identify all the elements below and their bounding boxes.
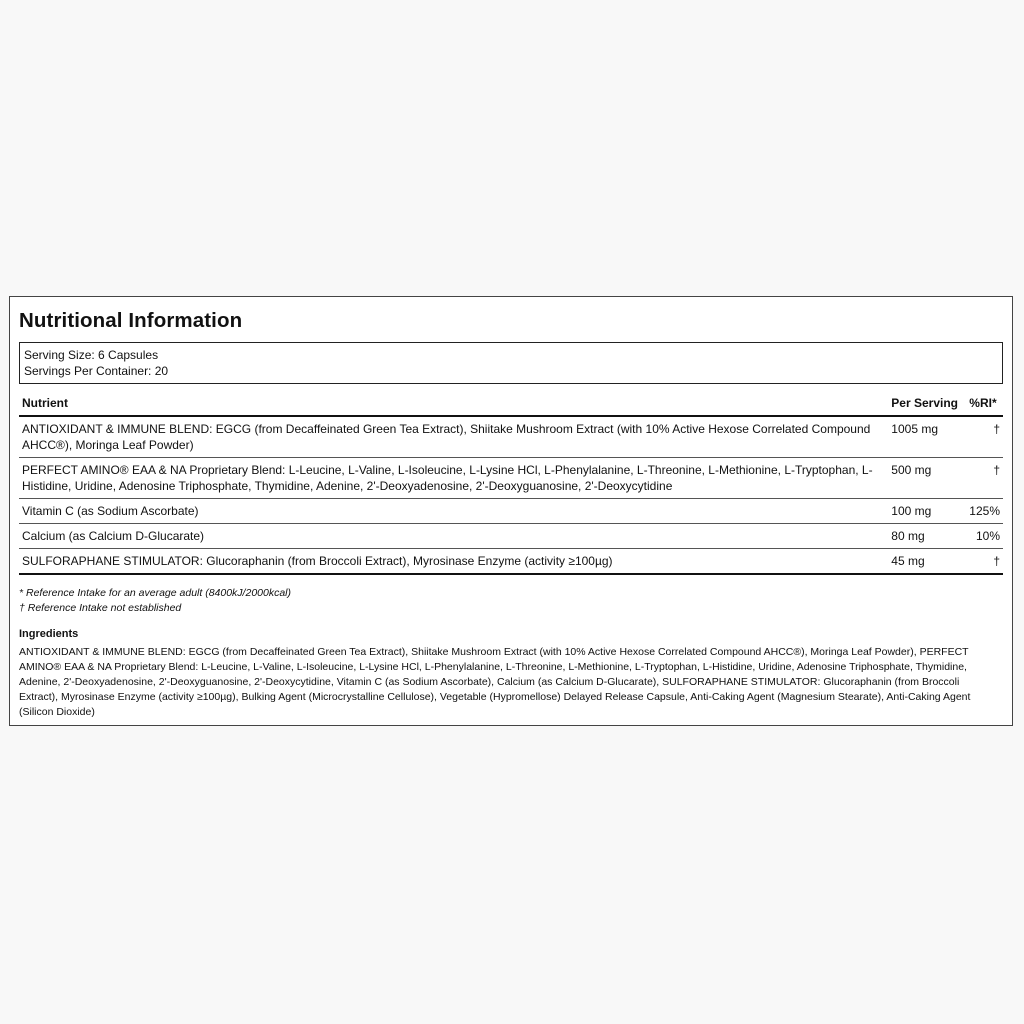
ri-cell: 10% xyxy=(966,524,1003,549)
nutrient-cell: PERFECT AMINO® EAA & NA Proprietary Blend: L-Leucine, L-Valine, L-Isoleucine, L-Lysine HCl, L-Phenylalanine, L-Threonine, L-Methionine, L-Tryptophan, L-Histidine, Uridine, Adenosine Triphosphate, Thymidine, Adenine, 2'-Deoxyadenosine, 2'-Deoxyguanosine, 2'-Deoxycytidine xyxy=(19,458,888,499)
serving-info-box xyxy=(19,342,1003,384)
header-per-serving: Per Serving xyxy=(888,392,966,416)
ingredients-heading: Ingredients xyxy=(19,628,79,640)
per-serving-cell: 80 mg xyxy=(888,524,966,549)
nutrient-table xyxy=(19,392,1003,575)
per-serving-cell: 1005 mg xyxy=(888,416,966,458)
table-row xyxy=(19,524,1003,549)
per-serving-cell: 45 mg xyxy=(888,549,966,575)
nutrient-cell: Calcium (as Calcium D-Glucarate) xyxy=(19,524,888,549)
nutrient-cell: SULFORAPHANE STIMULATOR: Glucoraphanin (from Broccoli Extract), Myrosinase Enzyme (activity ≥100µg) xyxy=(19,549,888,575)
table-row xyxy=(19,416,1003,458)
header-ri: %RI* xyxy=(966,392,1003,416)
ri-cell: † xyxy=(966,458,1003,499)
per-serving-cell: 100 mg xyxy=(888,499,966,524)
ingredients-text: ANTIOXIDANT & IMMUNE BLEND: EGCG (from Decaffeinated Green Tea Extract), Shiitake Mushroom Extract (with 10% Active Hexose Correlated Compound AHCC®), Moringa Leaf Powder), PERFECT AMINO® EAA & NA Proprietary Blend: L-Leucine, L-Valine, L-Isoleucine, L-Lysine HCl, L-Phenylalanine, L-Threonine, L-Methionine, L-Tryptophan, L-Histidine, Uridine, Adenosine Triphosphate, Thymidine, Adenine, 2'-Deoxyadenosine, 2'-Deoxyguanosine, 2'-Deoxycytidine, Vitamin C (as Sodium Ascorbate), Calcium (as Calcium D-Glucarate), SULFORAPHANE STIMULATOR: Glucoraphanin (from Broccoli Extract), Myrosinase Enzyme (activity ≥100µg), Bulking Agent (Microcrystalline Cellulose), Vegetable (Hypromellose) Delayed Release Capsule, Anti-Caking Agent (Magnesium Stearate), Anti-Caking Agent (Silicon Dioxide) xyxy=(19,646,971,718)
footnotes xyxy=(19,586,1003,616)
nutrient-cell: ANTIOXIDANT & IMMUNE BLEND: EGCG (from Decaffeinated Green Tea Extract), Shiitake Mushroom Extract (with 10% Active Hexose Correlated Compound AHCC®), Moringa Leaf Powder) xyxy=(19,416,888,458)
ri-cell: † xyxy=(966,549,1003,575)
per-serving-cell: 500 mg xyxy=(888,458,966,499)
servings-per-container: Servings Per Container: 20 xyxy=(24,364,169,378)
not-established-note: † Reference Intake not established xyxy=(19,602,182,614)
serving-size: Serving Size: 6 Capsules xyxy=(24,348,159,362)
ri-cell: † xyxy=(966,416,1003,458)
nutrient-cell: Vitamin C (as Sodium Ascorbate) xyxy=(19,499,888,524)
panel-title: Nutritional Information xyxy=(19,309,243,332)
reference-intake-note: * Reference Intake for an average adult (8400kJ/2000kcal) xyxy=(19,587,292,599)
nutrition-panel xyxy=(9,296,1013,726)
table-row xyxy=(19,499,1003,524)
table-row xyxy=(19,458,1003,499)
table-header-row xyxy=(19,392,1003,416)
ri-cell: 125% xyxy=(966,499,1003,524)
table-row xyxy=(19,549,1003,575)
header-nutrient: Nutrient xyxy=(19,392,888,416)
